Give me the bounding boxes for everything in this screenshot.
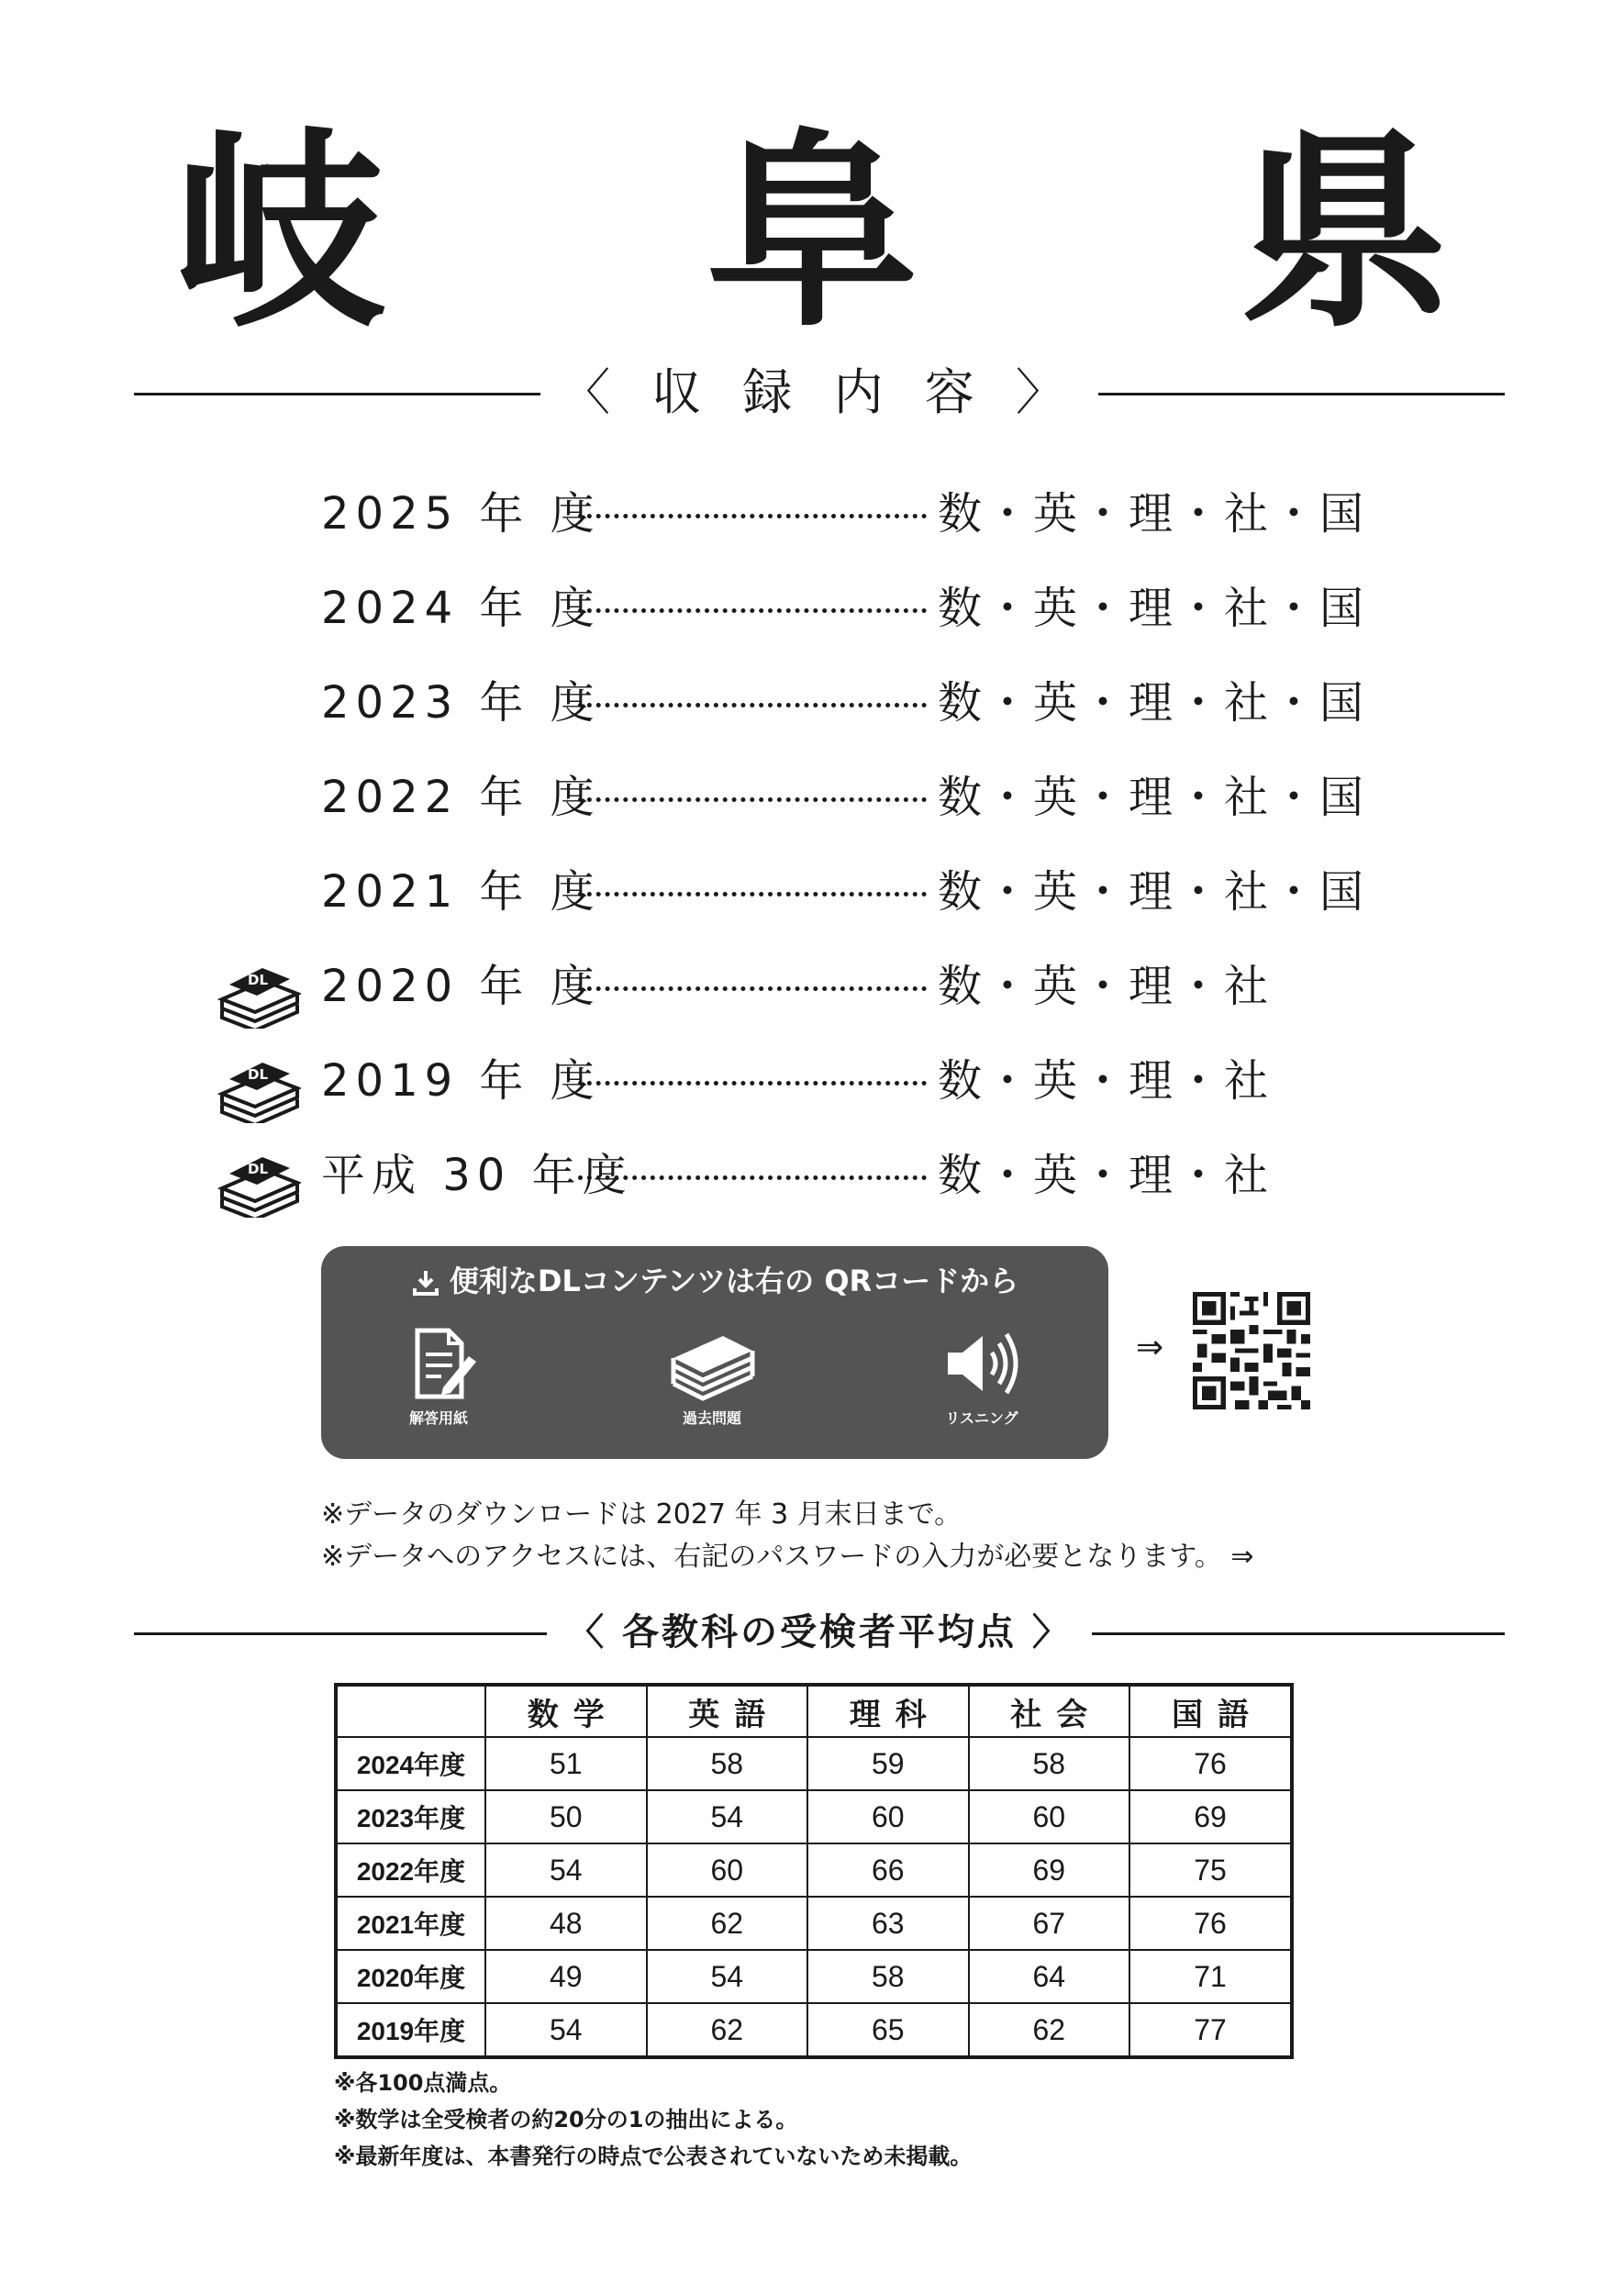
table-cell: 50 — [485, 1790, 647, 1843]
table-row-year: 2022年度 — [336, 1843, 485, 1897]
table-row — [336, 1843, 1292, 1897]
scores-heading-label: 〈 各教科の受検者平均点 〉 — [547, 1602, 1092, 1663]
table-cell: 64 — [969, 1950, 1130, 2003]
table-cell: 54 — [647, 1950, 808, 2003]
table-cell: 54 — [485, 2003, 647, 2057]
qr-code[interactable] — [1193, 1292, 1310, 1409]
table-row-year: 2024年度 — [336, 1737, 485, 1790]
contents-row — [0, 855, 1624, 929]
table-cell: 77 — [1129, 2003, 1292, 2057]
contents-year: 2024 年 度 — [321, 583, 601, 634]
table-header-cell: 数学 — [485, 1685, 647, 1737]
table-cell: 51 — [485, 1737, 647, 1790]
dl-panel-heading-text: 便利なDLコンテンツは右の QRコードから — [449, 1264, 1019, 1298]
table-cell: 76 — [1129, 1897, 1292, 1950]
table-header-cell: 英語 — [647, 1685, 808, 1737]
table-cell: 76 — [1129, 1737, 1292, 1790]
table-cell: 58 — [969, 1737, 1130, 1790]
table-cell: 63 — [807, 1897, 969, 1950]
dot-leader — [578, 514, 927, 518]
table-cell: 49 — [485, 1950, 647, 2003]
speaker-icon — [940, 1325, 1023, 1402]
table-cell: 62 — [969, 2003, 1130, 2057]
dot-leader — [578, 892, 927, 896]
dl-panel-heading — [321, 1261, 1108, 1301]
contents-year: 2022 年 度 — [321, 772, 601, 823]
note-line: ※データへのアクセスには、右記のパスワードの入力が必要となります。 ⇒ — [321, 1541, 1254, 1573]
dl-book-icon — [217, 1048, 301, 1123]
dl-content-panel — [321, 1246, 1108, 1459]
table-cell: 62 — [647, 2003, 808, 2057]
feature-label: リスニング — [945, 1409, 1018, 1427]
table-cell: 60 — [647, 1843, 808, 1897]
table-cell: 69 — [969, 1843, 1130, 1897]
table-row-year: 2020年度 — [336, 1950, 485, 2003]
table-header-cell — [336, 1685, 485, 1737]
svg-text:DL: DL — [248, 1161, 269, 1177]
contents-row — [0, 1139, 1624, 1212]
feature-past-exams — [648, 1325, 776, 1428]
dot-leader — [578, 1175, 927, 1180]
table-row-year: 2023年度 — [336, 1790, 485, 1843]
contents-subjects: 数・英・理・社・国 — [938, 866, 1368, 918]
document-pen-icon — [397, 1325, 480, 1402]
note-line: ※最新年度は、本書発行の時点で公表されていないため未掲載。 — [334, 2144, 973, 2169]
dot-leader — [578, 1081, 927, 1086]
contents-heading-label: 〈 収 録 内 容 〉 — [540, 356, 1098, 429]
page-title: 岐 阜 県 — [173, 111, 1574, 356]
qr-arrow: ⇒ — [1136, 1329, 1164, 1366]
table-row — [336, 2003, 1292, 2057]
scores-notes — [334, 2065, 972, 2175]
contents-row — [0, 572, 1624, 645]
dot-leader — [578, 703, 927, 707]
dl-book-icon — [217, 1142, 301, 1218]
dot-leader — [578, 608, 927, 613]
table-cell: 60 — [807, 1790, 969, 1843]
contents-year: 2019 年 度 — [321, 1055, 601, 1107]
book-stack-icon — [666, 1325, 758, 1402]
table-cell: 48 — [485, 1897, 647, 1950]
contents-subjects: 数・英・理・社・国 — [938, 583, 1368, 634]
table-cell: 58 — [807, 1950, 969, 2003]
feature-listening — [918, 1325, 1046, 1428]
table-row — [336, 1950, 1292, 2003]
table-row — [336, 1790, 1292, 1843]
table-header-cell: 国語 — [1129, 1685, 1292, 1737]
contents-year: 2021 年 度 — [321, 866, 601, 918]
table-cell: 58 — [647, 1737, 808, 1790]
contents-row — [0, 477, 1624, 551]
contents-subjects: 数・英・理・社 — [938, 1150, 1273, 1201]
table-cell: 60 — [969, 1790, 1130, 1843]
dl-book-icon — [217, 953, 301, 1029]
table-cell: 71 — [1129, 1950, 1292, 2003]
table-cell: 67 — [969, 1897, 1130, 1950]
table-cell: 54 — [647, 1790, 808, 1843]
dot-leader — [578, 986, 927, 991]
table-cell: 59 — [807, 1737, 969, 1790]
contents-year: 2023 年 度 — [321, 677, 601, 729]
contents-row — [0, 761, 1624, 834]
table-cell: 62 — [647, 1897, 808, 1950]
table-row-year: 2019年度 — [336, 2003, 485, 2057]
feature-label: 過去問題 — [682, 1409, 741, 1427]
table-row — [336, 1737, 1292, 1790]
contents-row — [0, 666, 1624, 740]
contents-row — [0, 1044, 1624, 1118]
table-cell: 66 — [807, 1843, 969, 1897]
table-cell: 65 — [807, 2003, 969, 2057]
note-line: ※各100点満点。 — [334, 2070, 512, 2096]
contents-subjects: 数・英・理・社・国 — [938, 677, 1368, 729]
download-icon — [411, 1268, 440, 1297]
table-header-cell: 理科 — [807, 1685, 969, 1737]
table-header-cell: 社会 — [969, 1685, 1130, 1737]
note-line: ※数学は全受検者の約20分の1の抽出による。 — [334, 2107, 798, 2133]
contents-subjects: 数・英・理・社 — [938, 961, 1273, 1012]
contents-subjects: 数・英・理・社・国 — [938, 488, 1368, 540]
contents-section-heading — [134, 356, 1505, 429]
contents-year: 2025 年 度 — [321, 488, 601, 540]
table-cell: 75 — [1129, 1843, 1292, 1897]
contents-subjects: 数・英・理・社 — [938, 1055, 1273, 1107]
table-row-year: 2021年度 — [336, 1897, 485, 1950]
contents-row — [0, 950, 1624, 1023]
scores-section-heading — [134, 1602, 1505, 1663]
average-scores-table — [334, 1683, 1294, 2059]
feature-answer-sheet — [374, 1325, 503, 1428]
table-header-row — [336, 1685, 1292, 1737]
dot-leader — [578, 797, 927, 802]
contents-subjects: 数・英・理・社・国 — [938, 772, 1368, 823]
contents-year: 2020 年 度 — [321, 961, 601, 1012]
contents-year: 平成 30 年度 — [321, 1150, 633, 1201]
feature-label: 解答用紙 — [408, 1409, 468, 1427]
table-row — [336, 1897, 1292, 1950]
svg-text:DL: DL — [248, 972, 269, 988]
svg-text:DL: DL — [248, 1066, 269, 1083]
download-notes — [321, 1494, 1254, 1578]
table-cell: 54 — [485, 1843, 647, 1897]
table-cell: 69 — [1129, 1790, 1292, 1843]
note-line: ※データのダウンロードは 2027 年 3 月末日まで。 — [321, 1498, 962, 1531]
